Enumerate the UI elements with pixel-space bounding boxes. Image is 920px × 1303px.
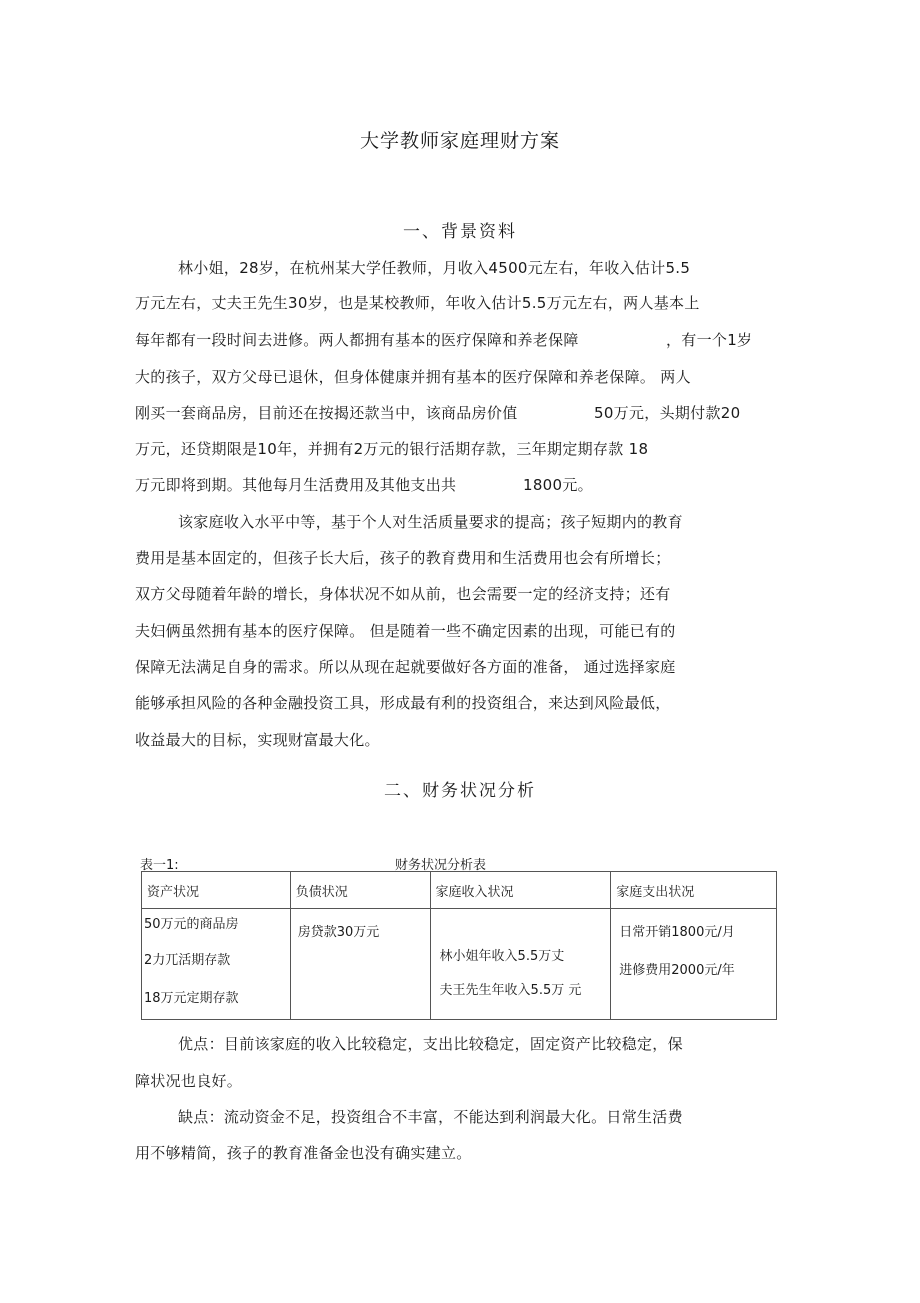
paragraph-line: 50万元，头期付款20 xyxy=(594,404,741,422)
income-item: 林小姐年收入5.5万丈 xyxy=(439,949,565,964)
paragraph-line: 每年都有一段时间去进修。两人都拥有基本的医疗保障和养老保障 xyxy=(135,331,579,349)
table-label: 表一1: xyxy=(140,858,179,873)
income-cell xyxy=(430,909,611,1020)
section-heading-background: 一、背景资料 xyxy=(403,222,517,242)
paragraph-line: 该家庭收入水平中等，基于个人对生活质量要求的提高；孩子短期内的教育 xyxy=(178,513,683,531)
asset-item: 50万元的商品房 xyxy=(144,917,239,932)
header-liabilities: 负债状况 xyxy=(290,872,430,909)
header-assets: 资产状况 xyxy=(142,872,291,909)
paragraph-line: 万元左右，丈夫王先生30岁，也是某校教师，年收入估计5.5万元左右，两人基本上 xyxy=(135,294,700,312)
header-expenses: 家庭支出状况 xyxy=(611,872,777,909)
paragraph-line: 万元即将到期。其他每月生活费用及其他支出共 xyxy=(135,476,457,494)
pros-line: 优点：目前该家庭的收入比较稳定，支出比较稳定，固定资产比较稳定，保 xyxy=(178,1035,683,1053)
paragraph-line: 费用是基本固定的，但孩子长大后，孩子的教育费用和生活费用也会有所增长； xyxy=(135,549,671,567)
table-header-row xyxy=(142,872,777,909)
assets-cell xyxy=(142,909,291,1020)
liabilities-cell xyxy=(290,909,430,1020)
paragraph-line: ，有一个1岁 xyxy=(666,331,753,349)
paragraph-line: 万元，还贷期限是10年，并拥有2万元的银行活期存款，三年期定期存款 18 xyxy=(135,440,649,458)
paragraph-line: 夫妇俩虽然拥有基本的医疗保障。 但是随着一些不确定因素的出现，可能已有的 xyxy=(135,622,676,640)
paragraph-line: 能够承担风险的各种金融投资工具，形成最有利的投资组合，来达到风险最低， xyxy=(135,694,671,712)
paragraph-line: 双方父母随着年龄的增长，身体状况不如从前，也会需要一定的经济支持；还有 xyxy=(135,585,671,603)
document-title: 大学教师家庭理财方案 xyxy=(359,130,560,152)
liability-item: 房贷款30万元 xyxy=(297,925,380,940)
cons-line: 用不够精简，孩子的教育准备金也没有确实建立。 xyxy=(135,1144,472,1162)
asset-item: 2力兀活期存款 xyxy=(144,953,231,968)
paragraph-line: 收益最大的目标，实现财富最大化。 xyxy=(135,731,380,749)
expense-item: 日常开销1800元/月 xyxy=(619,925,735,940)
expenses-cell xyxy=(611,909,777,1020)
paragraph-line: 刚买一套商品房，目前还在按揭还款当中，该商品房价值 xyxy=(135,404,518,422)
asset-item: 18万元定期存款 xyxy=(144,991,239,1006)
paragraph-line: 保障无法满足自身的需求。所以从现在起就要做好各方面的准备， 通过选择家庭 xyxy=(135,658,676,676)
table-row xyxy=(142,909,777,1020)
header-income: 家庭收入状况 xyxy=(430,872,611,909)
income-item: 夫王先生年收入5.5万 元 xyxy=(439,983,582,998)
section-heading-financial: 二、财务状况分析 xyxy=(384,781,536,801)
cons-line: 缺点：流动资金不足，投资组合不丰富，不能达到利润最大化。日常生活费 xyxy=(178,1108,683,1126)
expense-item: 进修费用2000元/年 xyxy=(619,963,735,978)
paragraph-line: 林小姐，28岁，在杭州某大学任教师，月收入4500元左右，年收入估计5.5 xyxy=(178,259,691,277)
paragraph-line: 大的孩子，双方父母已退休，但身体健康并拥有基本的医疗保障和养老保障。 两人 xyxy=(135,368,691,386)
pros-line: 障状况也良好。 xyxy=(135,1072,243,1090)
paragraph-line: 1800元。 xyxy=(523,476,593,494)
financial-status-table xyxy=(141,871,777,1020)
table-caption: 财务状况分析表 xyxy=(395,858,487,873)
